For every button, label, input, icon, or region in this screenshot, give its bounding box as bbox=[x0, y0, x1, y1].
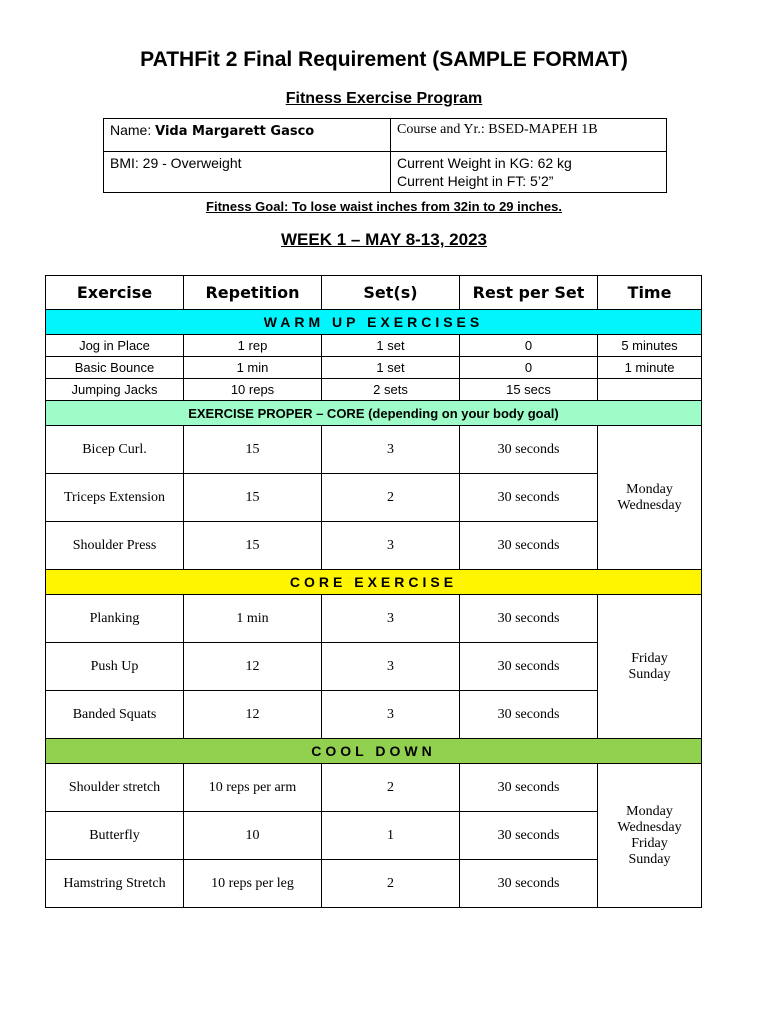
exercise-cell: Shoulder stretch bbox=[46, 764, 184, 812]
sets-cell: 1 bbox=[322, 812, 460, 860]
rest-cell: 0 bbox=[460, 357, 598, 379]
rest-cell: 30 seconds bbox=[460, 812, 598, 860]
section-row bbox=[46, 570, 702, 595]
table-row bbox=[46, 764, 702, 812]
schedule-day: Wednesday bbox=[617, 819, 682, 835]
repetition-cell: 1 min bbox=[184, 357, 322, 379]
sets-cell: 3 bbox=[322, 426, 460, 474]
rest-cell: 30 seconds bbox=[460, 691, 598, 739]
exercise-cell: Jog in Place bbox=[46, 335, 184, 357]
schedule-day: Monday bbox=[626, 481, 673, 497]
header-row bbox=[46, 276, 702, 310]
schedule-day: Sunday bbox=[628, 851, 671, 867]
student-name: Vida Margarett Gasco bbox=[155, 124, 315, 139]
time-cell bbox=[598, 595, 702, 739]
sets-cell: 3 bbox=[322, 691, 460, 739]
core-exercise-section-title: CORE EXERCISE bbox=[46, 570, 702, 595]
sets-cell: 2 bbox=[322, 474, 460, 522]
current-weight: Current Weight in KG: 62 kg bbox=[397, 155, 572, 171]
exercise-cell: Shoulder Press bbox=[46, 522, 184, 570]
rest-cell: 15 secs bbox=[460, 379, 598, 401]
schedule-day: Friday bbox=[631, 835, 668, 851]
exercise-cell: Push Up bbox=[46, 643, 184, 691]
name-label: Name: bbox=[110, 122, 156, 138]
rest-cell: 30 seconds bbox=[460, 860, 598, 908]
time-cell: 1 minute bbox=[598, 357, 702, 379]
program-subtitle: Fitness Exercise Program bbox=[285, 90, 483, 107]
table-row bbox=[46, 426, 702, 474]
page-title: PATHFit 2 Final Requirement (SAMPLE FORMAT) bbox=[140, 48, 628, 71]
exercise-cell: Jumping Jacks bbox=[46, 379, 184, 401]
sets-cell: 3 bbox=[322, 522, 460, 570]
repetition-cell: 15 bbox=[184, 474, 322, 522]
time-cell: 5 minutes bbox=[598, 335, 702, 357]
header-sets: Set(s) bbox=[322, 276, 460, 310]
sets-cell: 1 set bbox=[322, 335, 460, 357]
repetition-cell: 10 bbox=[184, 812, 322, 860]
rest-cell: 30 seconds bbox=[460, 522, 598, 570]
table-row bbox=[46, 595, 702, 643]
table-row bbox=[46, 379, 702, 401]
info-row bbox=[104, 152, 667, 193]
sets-cell: 2 bbox=[322, 764, 460, 812]
repetition-cell: 10 reps per arm bbox=[184, 764, 322, 812]
info-row bbox=[104, 119, 667, 152]
repetition-cell: 10 reps per leg bbox=[184, 860, 322, 908]
rest-cell: 30 seconds bbox=[460, 764, 598, 812]
header-rest: Rest per Set bbox=[460, 276, 598, 310]
repetition-cell: 10 reps bbox=[184, 379, 322, 401]
rest-cell: 30 seconds bbox=[460, 643, 598, 691]
exercise-cell: Hamstring Stretch bbox=[46, 860, 184, 908]
schedule-day: Sunday bbox=[628, 666, 671, 682]
current-height: Current Height in FT: 5’2” bbox=[397, 173, 554, 189]
rest-cell: 30 seconds bbox=[460, 426, 598, 474]
exercise-cell: Bicep Curl. bbox=[46, 426, 184, 474]
table-row bbox=[46, 335, 702, 357]
header-repetition: Repetition bbox=[184, 276, 322, 310]
sets-cell: 3 bbox=[322, 595, 460, 643]
section-row bbox=[46, 310, 702, 335]
sets-cell: 3 bbox=[322, 643, 460, 691]
week-heading: WEEK 1 – MAY 8-13, 2023 bbox=[280, 230, 487, 249]
sets-cell: 2 sets bbox=[322, 379, 460, 401]
repetition-cell: 15 bbox=[184, 426, 322, 474]
bmi-cell: BMI: 29 - Overweight bbox=[104, 152, 391, 193]
repetition-cell: 12 bbox=[184, 643, 322, 691]
sets-cell: 2 bbox=[322, 860, 460, 908]
header-time: Time bbox=[598, 276, 702, 310]
repetition-cell: 1 min bbox=[184, 595, 322, 643]
exercise-cell: Triceps Extension bbox=[46, 474, 184, 522]
time-cell bbox=[598, 426, 702, 570]
time-cell bbox=[598, 379, 702, 401]
exercise-cell: Basic Bounce bbox=[46, 357, 184, 379]
student-name-cell bbox=[104, 119, 391, 152]
table-row bbox=[46, 357, 702, 379]
section-row bbox=[46, 739, 702, 764]
repetition-cell: 15 bbox=[184, 522, 322, 570]
repetition-cell: 1 rep bbox=[184, 335, 322, 357]
measurements-cell bbox=[391, 152, 667, 193]
schedule-day: Friday bbox=[631, 650, 668, 666]
exercise-proper-section-title: EXERCISE PROPER – CORE (depending on your body goal) bbox=[46, 401, 702, 426]
header-exercise: Exercise bbox=[46, 276, 184, 310]
student-info-table bbox=[103, 118, 667, 193]
sets-cell: 1 set bbox=[322, 357, 460, 379]
exercise-cell: Butterfly bbox=[46, 812, 184, 860]
schedule-day: Monday bbox=[626, 803, 673, 819]
rest-cell: 30 seconds bbox=[460, 595, 598, 643]
exercise-cell: Planking bbox=[46, 595, 184, 643]
section-row bbox=[46, 401, 702, 426]
rest-cell: 30 seconds bbox=[460, 474, 598, 522]
exercise-cell: Banded Squats bbox=[46, 691, 184, 739]
schedule-day: Wednesday bbox=[617, 497, 682, 513]
exercise-program-table bbox=[45, 275, 702, 908]
rest-cell: 0 bbox=[460, 335, 598, 357]
course-cell: Course and Yr.: BSED-MAPEH 1B bbox=[391, 119, 667, 152]
time-cell bbox=[598, 764, 702, 908]
repetition-cell: 12 bbox=[184, 691, 322, 739]
fitness-goal: Fitness Goal: To lose waist inches from 32in to 29 inches. bbox=[206, 199, 562, 214]
cool-down-section-title: COOL DOWN bbox=[46, 739, 702, 764]
warm-up-section-title: WARM UP EXERCISES bbox=[46, 310, 702, 335]
